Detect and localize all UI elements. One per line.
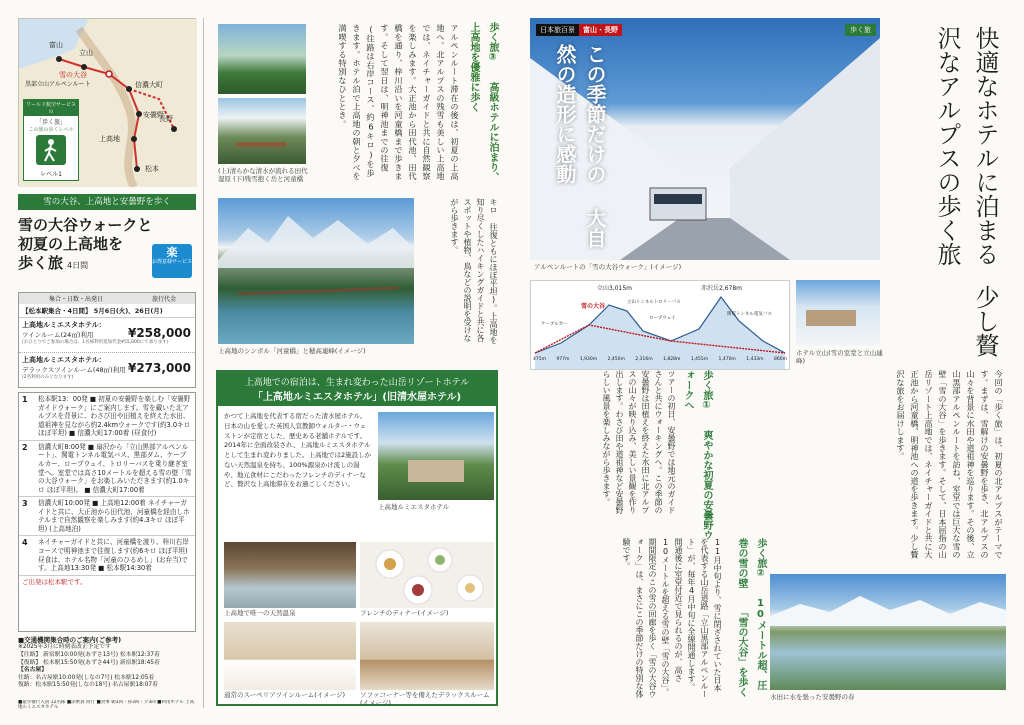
- hotel1-name: 上高地ルミエスタホテル：: [22, 321, 106, 329]
- altitude-label: 2,316m: [635, 357, 653, 362]
- hotel1-room: ツインルーム(24㎡)利用: [22, 331, 94, 339]
- kappa-bridge-photo: [218, 98, 306, 164]
- profile-yuki-no-otani: 雪の大谷: [581, 303, 606, 310]
- photo2-caption: 上高地のシンボル「河童橋」と穂高連峰(イメージ): [218, 347, 366, 355]
- transport-row: 【復路】 松本駅15:50発(あずさ44号) 新宿駅18:45着: [18, 659, 160, 666]
- section3-title-line2: 上高地を優雅に歩く: [468, 22, 479, 112]
- region-label: 富山・長野: [579, 24, 622, 36]
- deluxe-room-caption: ソファコーナー等を備えたデラックスルーム(イメージ): [360, 691, 490, 707]
- hotel-box-body: かつて上高地を代表する宿だった清水屋ホテル。日本の山を愛した英国人宣教師ウォルター・ウェストンが定宿とした、歴史ある老舗ホテルです。2014年に全面改装され、上高地ルミエスタホテルとして生まれ変わりました。上高地では2施設しかない天然温泉を持ち、100%源泉かけ流しの湯や、地元食材にこだわったフレンチのディナーなど、贅沢な上高地滞在をお過ごしください。: [224, 412, 372, 489]
- altitude-label: 1,455m: [690, 357, 709, 362]
- left-panel: [18, 18, 196, 708]
- map-label-shinano-omachi: 信濃大町: [135, 81, 163, 89]
- transport-sub: ※2025年3月に時刻表改正予定です: [18, 644, 111, 651]
- legend-sub: 「歩く旅」: [35, 119, 66, 126]
- itinerary-day-text: ネイチャーガイドと共に、河童橋を渡り、梓川右岸コースで明神池まで往復します(約6キロ ほぼ平坦) 昼食は、ホテル名物「河童のひるめし」(お弁当)です。上高地13:30発 ■ 松本駅14:30着: [35, 536, 195, 575]
- hero-caption: アルペンルートの「雪の大谷ウォーク」(イメージ): [534, 263, 682, 271]
- main-title-line1: 快適なホテルに泊まる: [971, 26, 999, 266]
- itinerary-day-number: 2: [19, 440, 35, 496]
- section1-title: [680, 370, 716, 540]
- map-label-kamikochi: 上高地: [99, 135, 120, 143]
- hotel1-price: ¥258,000: [127, 326, 191, 340]
- map-label-nagano: 長野: [159, 115, 173, 123]
- hero-copy-line2: 大自然の造形に感動: [553, 44, 607, 248]
- badge-bottom: お得意様サービス: [152, 259, 193, 265]
- section2-title-line2: 「雪の大谷」を歩く: [736, 607, 747, 697]
- transport-info: [18, 636, 196, 698]
- series-label: 日本旅百景: [536, 24, 579, 36]
- price-header-dates: 集合・日数・出発日: [48, 296, 103, 303]
- hero-copy: [550, 44, 610, 254]
- map-label-azumino: 安曇野: [143, 111, 164, 119]
- service-badge: [152, 244, 192, 278]
- hero-copy-line1: この季節だけの: [583, 44, 607, 184]
- hotel-feature-box: [216, 370, 498, 706]
- itinerary-day-number: 1: [19, 393, 35, 440]
- profile-altitudes: [531, 357, 789, 362]
- altitude-label: 1,828m: [663, 357, 681, 362]
- itinerary-day: [19, 536, 195, 575]
- section3-heading: 歩く旅③: [487, 22, 498, 63]
- tour-title-line2: 初夏の上高地を: [18, 235, 124, 253]
- altitude-label: 475m: [533, 357, 546, 362]
- transport-row: 復路：松本駅15:50発(しなの18号) 名古屋駅18:07着: [18, 682, 158, 689]
- elevation-chart: [531, 281, 789, 369]
- itinerary-day-text: 信濃大町8:00発 ■ 扇沢から「立山黒部アルペンルート」、関電トンネル電気バス、黒部ダム、ケーブルカー、ロープウェイ、トロリーバスを乗り継ぎ室堂へ。室堂では高さ10メートルを超える雪の壁「雪の大谷ウォーク」をお楽しみいただきます(約1.0キロ ほぼ平坦)。 ■ 信濃大町17:00着: [35, 440, 195, 496]
- dinner-photo: [360, 542, 494, 608]
- map-label-toyama: 富山: [49, 41, 63, 49]
- badge-top: 楽: [166, 246, 178, 259]
- tashiro-marsh-photo: [218, 24, 306, 94]
- altitude-label: 2,450m: [607, 357, 625, 362]
- route-map: [18, 18, 196, 186]
- alps-ridge-graphic: [770, 574, 1006, 690]
- deluxe-room-photo: [360, 622, 494, 690]
- itinerary-note: ご出発は松本駅です。: [22, 577, 87, 586]
- profile-tag-cable: ケーブルカー: [541, 322, 568, 327]
- onsen-caption: 上高地で唯一の天然温泉: [224, 609, 296, 617]
- map-label-tateyama: 立山: [79, 49, 93, 57]
- tour-title-line1: 雪の大谷ウォークと: [18, 216, 153, 234]
- transport-row: 【往路】 新宿駅10:00発(あずさ13号) 松本駅12:37着: [18, 651, 160, 658]
- main-title: [920, 26, 1004, 366]
- snow-wall-hero-photo: [530, 18, 880, 260]
- hotel-box-header: [218, 372, 496, 406]
- departure-dates: 【松本駅集合・4日間】 5月6日(火)、26日(月): [19, 304, 195, 318]
- section3-title-line1: 高級ホテルに泊まり、: [487, 82, 498, 182]
- dinner-plates-graphic: [360, 542, 494, 608]
- azumino-caption: 水田に水を張った安曇野の春: [770, 693, 855, 701]
- tour-banner: 雪の大谷、上高地と安曇野を歩く: [18, 194, 196, 210]
- hotel2-note: (2名利用のみとなります): [22, 375, 74, 380]
- section1-body: ツアーの初日、安曇野では地元のガイドさんと共にウォーキングへ。この季節の安曇野は田植えを終えた水田に北アルプスの山々が映り込み、美しい景観を作り出します。わさび田や道祖神など安曇野らしい風景を楽しみながら歩きます。: [602, 370, 676, 514]
- peak-tateyama: 立山3,015m: [597, 285, 633, 292]
- map-label-yuki-no-otani: 雪の大谷: [59, 71, 87, 79]
- mountain-ridge-graphic: [218, 198, 414, 344]
- itinerary-day: [19, 393, 195, 440]
- section2-title: [726, 538, 770, 698]
- column-divider: [203, 18, 204, 708]
- dinner-caption: フレンチのディナー(イメージ): [360, 609, 449, 617]
- photo1-caption: (上)清らかな清水が流れる田代湿原 (下)残雪抱く岳と河童橋: [218, 167, 308, 183]
- hotel-tateyama-photo: [796, 280, 880, 346]
- peak-akazawa: 赤沢岳2,678m: [701, 285, 743, 292]
- legend-note: この旅の歩くレベル: [28, 127, 74, 133]
- azumino-paddy-photo: [770, 574, 1006, 690]
- guide-text: キロ 往復ともにほぼ平坦)。上高地を知り尽くしたハイキングガイドと共に各スポットや植物、鳥などの説明を受けながら歩きます。: [450, 198, 498, 344]
- map-label-alpine-route: 黒部立山アルペンルート: [25, 81, 91, 88]
- hotel2-price: ¥273,000: [127, 361, 191, 375]
- walker-icon: [36, 135, 66, 165]
- itinerary-day-number: 3: [19, 497, 35, 536]
- hotel-photo-caption: 上高地ルミエスタホテル: [378, 503, 450, 511]
- twin-room-caption: 通常のスーペリアツインルーム(イメージ): [224, 691, 346, 699]
- hero-header: [536, 24, 622, 36]
- section1-heading: 歩く旅①: [701, 370, 712, 411]
- price-table: [18, 292, 196, 388]
- altitude-label: 1,930m: [579, 357, 598, 362]
- tour-title-line3: 歩く旅: [18, 254, 64, 272]
- hotel-exterior-photo: [378, 412, 494, 500]
- altitude-label: 977m: [556, 357, 570, 362]
- onsen-photo: [224, 542, 356, 608]
- section2-body: 11月中旬より、雪に閉ざされていた日本を代表する山岳道路「立山黒部アルペンルート」が、毎年4月中旬に全線開通します。開通後に室堂付近で見られるのが、高さ10メートルを超える雪の壁「雪の大谷」。期間限定のこの雪の回廊を歩く「雪の大谷ウォーク」は、まさにこの季節だけの特別な体験です。: [622, 538, 722, 698]
- itinerary-day-text: 信濃大町10:00発 ■ 上高地12:00着 ネイチャーガイドと共に、大正池から田代池、河童橋を経由しホテルまで自然観察を楽しみます(約4.3キロ ほぼ平坦) (上高地泊): [35, 497, 195, 536]
- hotel2-name: 上高地ルミエスタホテル：: [22, 356, 106, 364]
- itinerary-day-text: 松本駅13：00発 ■ 初夏の安曇野を楽しむ「安曇野ガイドウォーク」にご案内します。雪を戴いた北アルプスを背景に、わさび田や田植えを終えた水田、道祖神を見ながら約2.4kmウォークです(約3.0キロ ほぼ平坦) ■ 信濃大町17:00着 (昼食付): [35, 393, 195, 440]
- tour-days: 4日間: [67, 261, 89, 270]
- twin-room-photo: [224, 622, 356, 690]
- price-header-price: 旅行代金: [151, 296, 176, 303]
- altitude-label: 1,470m: [718, 357, 736, 362]
- section2-heading: 歩く旅②: [755, 538, 766, 579]
- transport-row: 往路：名古屋駅10:00発(しなの7号) 松本駅12:05着: [18, 674, 155, 681]
- section1-title-text: 爽やかな初夏の安曇野ウォークへ: [682, 370, 712, 540]
- hotel-tateyama-caption: ホテル立山(雪の室堂と立山連峰): [796, 349, 883, 365]
- profile-tag-electric-bus: 関電トンネル電気バス: [727, 312, 772, 317]
- altitude-label: 1,433m: [746, 357, 764, 362]
- section2-title-line1: 10メートル超、圧巻の雪の壁: [736, 538, 766, 690]
- right-panel: [530, 18, 1008, 708]
- itinerary-day: [19, 497, 195, 536]
- walk-label: 歩く旅: [845, 24, 876, 36]
- center-panel: [212, 18, 502, 708]
- legend-title: ワールド航空サービスの: [24, 100, 78, 116]
- main-title-line2: 少し贅沢なアルプスの歩く旅: [933, 26, 999, 357]
- hotel2-room: デラックスツインルーム(48㎡)利用: [22, 366, 126, 374]
- hotel1-note: (おひとりでご参加の場合は、1名様利用追加代金¥55,000にて承ります): [22, 340, 169, 345]
- map-label-matsumoto: 松本: [145, 165, 159, 173]
- itinerary-day: [19, 440, 195, 496]
- elevation-profile: [530, 280, 790, 370]
- intro-text: 今回の「歩く旅」は、初夏の北アルプスがテーマです。まずは、雪解けの安曇野を歩き、北アルプスの山々を背景に水田や道祖神を巡ります。その後、立山黒部アルペンルートを訪ね、室堂では巨大な雪の壁「雪の大谷」を歩きます。そして、日本屈指の山岳リゾート上高地では、ネイチャーガイドと共に大正池から河童橋、明神池への道を歩きます。少し贅沢な旅をお届けします。: [896, 370, 1004, 559]
- hotaka-peaks-photo: [218, 198, 414, 344]
- itinerary: [18, 392, 196, 632]
- itinerary-day-number: 4: [19, 536, 35, 575]
- hotel-box-title-line2: 「上高地ルミエスタホテル」(旧清水屋ホテル): [252, 392, 462, 403]
- walk-level-legend: [23, 99, 79, 181]
- hotel-box-title-line1: 上高地での宿泊は、生まれ変わった山岳リゾートホテル: [244, 378, 470, 388]
- footer-note: ■最少催行人員 12名様 ■添乗員 同行 ■食事 朝3回・昼3回・夕3回 ■利用ホテル 上高地ルミエスタホテル: [18, 700, 195, 710]
- section3-body: アルペンルート滞在の後は、初夏の上高地へ。北アルプスの残雪も美しい上高地では、ネイチャーガイドと共に自然観察を楽しみます。大正池から田代池、田代橋を通り、梓川沿いを河童橋まで歩きます。そして翌日は、明神池までの往復(往路は右岸コース、約6キロ)を歩きます。ホテル泊で上高地の朝と夕べを満喫する特別なひととき。: [338, 24, 460, 181]
- legend-level: レベル1: [40, 171, 62, 178]
- section3-title: [464, 22, 502, 192]
- tour-title-block: [18, 216, 196, 288]
- profile-tag-trolley: 立山トンネルトロリーバス: [627, 300, 681, 305]
- altitude-label: 860m: [774, 357, 787, 362]
- profile-tag-ropeway: ロープウェイ: [649, 316, 676, 321]
- transport-row: 【名古屋】: [18, 667, 47, 674]
- transport-title: ■交通機関集合時のご案内(ご参考): [18, 636, 122, 644]
